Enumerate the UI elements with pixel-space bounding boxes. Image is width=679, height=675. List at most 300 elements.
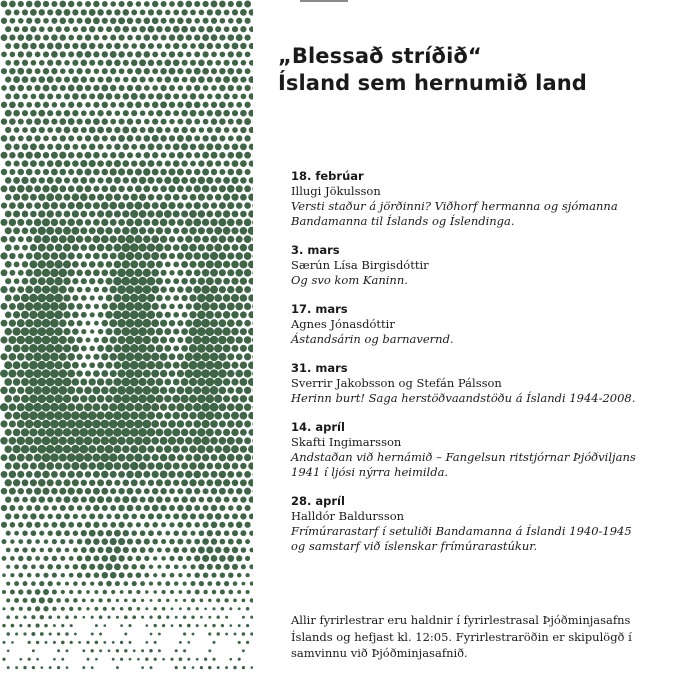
halftone-dot	[48, 615, 52, 619]
halftone-dot	[134, 252, 142, 260]
halftone-dot	[143, 17, 150, 24]
halftone-dot	[33, 269, 41, 277]
halftone-dot	[25, 403, 34, 412]
halftone-dot	[85, 118, 91, 124]
halftone-dot	[186, 522, 192, 528]
halftone-dot	[126, 302, 135, 311]
halftone-dot	[63, 328, 70, 335]
halftone-dot	[168, 420, 176, 428]
halftone-dot	[206, 277, 214, 285]
halftone-dot	[166, 616, 169, 619]
halftone-dot	[46, 260, 54, 268]
halftone-dot	[143, 269, 151, 277]
halftone-dot	[31, 615, 35, 619]
halftone-dot	[0, 420, 7, 427]
halftone-dot	[215, 9, 221, 15]
halftone-dot	[173, 160, 180, 167]
halftone-dot	[84, 202, 91, 209]
halftone-dot	[231, 412, 239, 420]
halftone-dot	[206, 160, 213, 167]
halftone-dot	[219, 522, 225, 528]
halftone-dot	[160, 169, 167, 176]
halftone-dot	[148, 60, 154, 66]
halftone-dot	[148, 127, 155, 134]
halftone-dot	[18, 34, 25, 41]
halftone-dot	[43, 573, 48, 578]
halftone-dot	[240, 194, 247, 201]
halftone-dot	[178, 304, 184, 310]
halftone-dot	[51, 522, 57, 528]
halftone-dot	[54, 445, 63, 454]
halftone-dot	[6, 598, 10, 602]
halftone-dot	[30, 127, 36, 133]
halftone-dot	[9, 85, 15, 91]
title-line-2: Ísland sem hernumið land	[278, 71, 587, 95]
halftone-dot	[110, 522, 116, 528]
halftone-dot	[81, 329, 86, 334]
halftone-dot	[50, 302, 59, 311]
halftone-dot	[59, 219, 66, 226]
halftone-dot	[114, 160, 121, 167]
halftone-dot	[148, 93, 154, 99]
halftone-dot	[148, 530, 154, 536]
halftone-dot	[63, 479, 70, 486]
halftone-dot	[156, 278, 163, 285]
halftone-dot	[165, 76, 171, 82]
halftone-dot	[165, 295, 171, 301]
halftone-dot	[22, 228, 29, 235]
halftone-dot	[110, 85, 116, 91]
halftone-dot	[206, 479, 213, 486]
halftone-dot	[9, 320, 16, 327]
halftone-dot	[160, 471, 168, 479]
halftone-dot	[168, 219, 175, 226]
halftone-dot	[29, 411, 38, 420]
halftone-dot	[215, 311, 222, 318]
halftone-dot	[17, 152, 24, 159]
halftone-dot	[60, 505, 66, 511]
halftone-dot	[181, 513, 188, 520]
halftone-dot	[138, 294, 147, 303]
halftone-dot	[127, 505, 134, 512]
halftone-dot	[145, 624, 148, 627]
halftone-dot	[106, 59, 113, 66]
halftone-dot	[222, 327, 230, 335]
halftone-dot	[169, 556, 174, 561]
halftone-dot	[47, 43, 54, 50]
halftone-dot	[114, 194, 121, 201]
halftone-dot	[211, 169, 217, 175]
halftone-dot	[81, 312, 87, 318]
halftone-dot	[147, 394, 156, 403]
halftone-dot	[211, 152, 218, 159]
halftone-dot	[127, 18, 134, 25]
halftone-dot	[228, 169, 235, 176]
halftone-dot	[77, 522, 83, 528]
halftone-dot	[56, 497, 62, 503]
halftone-dot	[25, 420, 34, 429]
halftone-dot	[165, 514, 171, 520]
halftone-dot	[124, 599, 128, 603]
halftone-dot	[240, 227, 248, 235]
halftone-dot	[164, 194, 171, 201]
halftone-dot	[148, 227, 155, 234]
halftone-dot	[64, 144, 70, 150]
halftone-dot	[35, 52, 41, 58]
halftone-dot	[21, 177, 28, 184]
halftone-dot	[102, 1, 108, 7]
halftone-dot	[195, 590, 200, 595]
halftone-dot	[76, 337, 82, 343]
halftone-dot	[93, 471, 100, 478]
halftone-dot	[215, 161, 221, 167]
halftone-dot	[214, 244, 222, 252]
halftone-dot	[50, 336, 59, 345]
halftone-dot	[59, 1, 66, 8]
halftone-dot	[148, 9, 154, 15]
halftone-dot	[135, 68, 142, 75]
halftone-dot	[51, 34, 58, 41]
halftone-dot	[227, 219, 235, 227]
halftone-dot	[43, 505, 49, 511]
halftone-dot	[147, 177, 154, 184]
halftone-dot	[165, 110, 171, 116]
halftone-dot	[85, 17, 92, 24]
halftone-dot	[140, 497, 146, 503]
halftone-dot	[240, 278, 247, 285]
halftone-dot	[140, 43, 146, 49]
halftone-dot	[72, 328, 79, 335]
halftone-dot	[94, 607, 98, 611]
halftone-dot	[4, 412, 12, 420]
halftone-dot	[227, 403, 235, 411]
halftone-dot	[232, 160, 239, 167]
halftone-dot	[129, 641, 132, 644]
halftone-dot	[67, 235, 75, 243]
halftone-dot	[127, 68, 133, 74]
halftone-dot	[130, 260, 138, 268]
halftone-dot	[14, 26, 20, 32]
halftone-dot	[138, 310, 147, 319]
halftone-dot	[121, 361, 130, 370]
halftone-dot	[210, 336, 219, 345]
halftone-dot	[39, 26, 45, 32]
halftone-dot	[85, 135, 91, 141]
halftone-dot	[103, 624, 106, 627]
halftone-dot	[114, 513, 120, 519]
halftone-dot	[126, 219, 134, 227]
halftone-dot	[210, 319, 218, 327]
halftone-dot	[231, 311, 238, 318]
halftone-dot	[197, 310, 206, 319]
halftone-dot	[242, 666, 245, 669]
halftone-dot	[5, 312, 12, 319]
halftone-dot	[127, 51, 133, 57]
halftone-dot	[79, 445, 88, 454]
halftone-dot	[110, 572, 117, 579]
halftone-dot	[81, 278, 87, 284]
halftone-dot	[238, 658, 241, 661]
halftone-dot	[102, 118, 108, 124]
halftone-dot	[177, 1, 183, 7]
halftone-dot	[134, 420, 143, 429]
halftone-dot	[114, 261, 122, 269]
halftone-dot	[219, 403, 227, 411]
halftone-dot	[42, 403, 51, 412]
halftone-dot	[89, 194, 96, 201]
halftone-dot	[185, 219, 193, 227]
halftone-dot	[231, 278, 238, 285]
halftone-dot	[227, 336, 235, 344]
halftone-dot	[110, 51, 117, 58]
halftone-dot	[173, 497, 179, 503]
halftone-dot	[231, 395, 238, 402]
lecture-title-line: og samstarf við íslenskar frímúrarastúkur.	[291, 539, 538, 553]
halftone-dot	[147, 243, 155, 251]
halftone-dot	[128, 590, 132, 594]
halftone-dot	[173, 295, 179, 301]
halftone-dot	[236, 135, 242, 141]
halftone-dot	[34, 286, 42, 294]
halftone-dot	[139, 480, 145, 486]
halftone-dot	[11, 624, 15, 628]
halftone-dot	[76, 185, 83, 192]
halftone-dot	[42, 420, 51, 429]
halftone-dot	[93, 102, 99, 108]
halftone-dot	[205, 294, 214, 303]
halftone-dot	[64, 93, 70, 99]
halftone-dot	[33, 319, 42, 328]
halftone-dot	[144, 34, 150, 40]
halftone-dot	[215, 496, 221, 502]
halftone-dot	[97, 194, 104, 201]
halftone-dot	[98, 581, 103, 586]
halftone-dot	[118, 488, 124, 494]
halftone-dot	[39, 581, 44, 586]
halftone-dot	[194, 505, 200, 511]
halftone-dot	[1, 320, 8, 327]
halftone-dot	[18, 119, 24, 125]
halftone-dot	[52, 607, 56, 611]
halftone-dot	[174, 581, 178, 585]
halftone-dot	[177, 270, 183, 276]
halftone-dot	[52, 136, 58, 142]
halftone-dot	[160, 437, 168, 445]
halftone-dot	[158, 615, 162, 619]
halftone-dot	[206, 546, 213, 553]
halftone-dot	[101, 387, 109, 395]
halftone-dot	[223, 144, 229, 150]
halftone-dot	[139, 59, 146, 66]
halftone-dot	[33, 352, 42, 361]
halftone-dot	[31, 548, 36, 553]
halftone-dot	[186, 505, 193, 512]
halftone-dot	[102, 320, 109, 327]
halftone-dot	[202, 454, 209, 461]
halftone-dot	[60, 102, 66, 108]
halftone-dot	[164, 328, 171, 335]
lecture-date: 17. mars	[291, 302, 348, 316]
halftone-dot	[236, 102, 242, 108]
halftone-dot	[9, 303, 16, 310]
halftone-dot	[64, 60, 70, 66]
halftone-dot	[9, 1, 16, 8]
halftone-dot	[21, 378, 29, 386]
halftone-dot	[207, 60, 213, 66]
halftone-dot	[183, 599, 186, 602]
halftone-dot	[82, 581, 87, 586]
halftone-dot	[68, 286, 74, 292]
halftone-dot	[235, 370, 243, 378]
halftone-dot	[13, 395, 20, 402]
halftone-dot	[9, 420, 16, 427]
halftone-dot	[97, 278, 103, 284]
halftone-dot	[88, 428, 97, 437]
halftone-dot	[46, 210, 53, 217]
halftone-dot	[233, 666, 236, 669]
halftone-dot	[248, 345, 253, 353]
halftone-dot	[59, 118, 66, 125]
halftone-dot	[81, 60, 88, 67]
halftone-dot	[168, 454, 175, 461]
halftone-dot	[106, 160, 113, 167]
halftone-dot	[118, 454, 126, 462]
halftone-dot	[58, 420, 67, 429]
halftone-dot	[131, 93, 138, 100]
halftone-dot	[77, 505, 82, 510]
halftone-dot	[106, 93, 113, 100]
halftone-dot	[201, 319, 210, 328]
halftone-dot	[140, 144, 146, 150]
halftone-dot	[105, 328, 112, 335]
halftone-dot	[100, 420, 109, 429]
halftone-dot	[14, 514, 20, 520]
halftone-dot	[156, 496, 163, 503]
halftone-dot	[211, 135, 218, 142]
halftone-dot	[21, 294, 29, 302]
lecture-date: 31. mars	[291, 361, 348, 375]
halftone-dot	[244, 336, 252, 344]
halftone-dot	[105, 445, 114, 454]
halftone-dot	[152, 454, 159, 461]
halftone-dot	[59, 269, 68, 278]
halftone-dot	[181, 160, 187, 166]
halftone-dot	[89, 378, 96, 385]
halftone-dot	[26, 102, 32, 108]
halftone-dot	[73, 26, 79, 32]
halftone-dot	[113, 344, 121, 352]
halftone-dot	[179, 590, 183, 594]
halftone-dot	[102, 572, 109, 579]
halftone-dot	[9, 488, 16, 495]
halftone-dot	[123, 547, 129, 553]
halftone-dot	[250, 598, 253, 602]
halftone-dot	[128, 624, 131, 627]
halftone-dot	[72, 362, 79, 369]
halftone-dot	[140, 110, 146, 116]
halftone-dot	[110, 102, 116, 108]
halftone-dot	[177, 539, 183, 545]
halftone-dot	[15, 666, 18, 669]
halftone-dot	[216, 632, 219, 635]
halftone-dot	[135, 219, 143, 227]
halftone-dot	[89, 513, 95, 519]
halftone-dot	[223, 378, 230, 385]
halftone-dot	[51, 68, 57, 74]
halftone-dot	[85, 185, 92, 192]
halftone-dot	[239, 378, 247, 386]
halftone-dot	[47, 144, 53, 150]
halftone-dot	[169, 270, 174, 275]
halftone-dot	[54, 344, 63, 353]
halftone-dot	[236, 18, 242, 24]
halftone-dot	[34, 235, 42, 243]
halftone-dot	[67, 420, 76, 429]
halftone-dot	[38, 462, 46, 470]
halftone-dot	[1, 236, 8, 243]
halftone-dot	[131, 26, 137, 32]
halftone-dot	[60, 18, 67, 25]
halftone-dot	[236, 539, 242, 545]
halftone-dot	[169, 287, 175, 293]
halftone-dot	[219, 118, 226, 125]
halftone-dot	[67, 386, 75, 394]
halftone-dot	[102, 303, 108, 309]
halftone-dot	[143, 471, 150, 478]
halftone-dot	[14, 43, 20, 49]
halftone-dot	[149, 565, 153, 569]
halftone-dot	[131, 530, 137, 536]
halftone-dot	[131, 144, 137, 150]
halftone-dot	[85, 488, 91, 494]
halftone-dot	[160, 336, 167, 343]
halftone-dot	[30, 277, 38, 285]
halftone-dot	[144, 1, 150, 7]
halftone-dot	[4, 361, 12, 369]
halftone-dot	[207, 564, 213, 570]
halftone-dot	[89, 160, 96, 167]
halftone-dot	[244, 235, 252, 243]
halftone-dot	[127, 118, 133, 124]
halftone-dot	[232, 211, 239, 218]
halftone-dot	[140, 581, 145, 586]
halftone-dot	[122, 210, 129, 217]
halftone-dot	[231, 227, 238, 234]
halftone-dot	[47, 479, 54, 486]
halftone-dot	[215, 143, 222, 150]
halftone-dot	[117, 319, 126, 328]
halftone-dot	[177, 119, 183, 125]
halftone-dot	[164, 244, 171, 251]
halftone-dot	[193, 352, 202, 361]
halftone-dot	[130, 428, 139, 437]
halftone-dot	[240, 77, 246, 83]
halftone-dot	[228, 590, 233, 595]
halftone-dot	[231, 378, 238, 385]
halftone-dot	[17, 185, 25, 193]
halftone-dot	[72, 395, 79, 402]
halftone-dot	[43, 169, 49, 175]
halftone-dot	[134, 285, 143, 294]
halftone-dot	[101, 437, 110, 446]
halftone-dot	[17, 68, 24, 75]
halftone-dot	[244, 454, 251, 461]
halftone-dot	[193, 420, 201, 428]
halftone-dot	[13, 177, 20, 184]
halftone-dot	[56, 60, 62, 66]
halftone-dot	[42, 319, 51, 328]
halftone-dot	[156, 127, 163, 134]
